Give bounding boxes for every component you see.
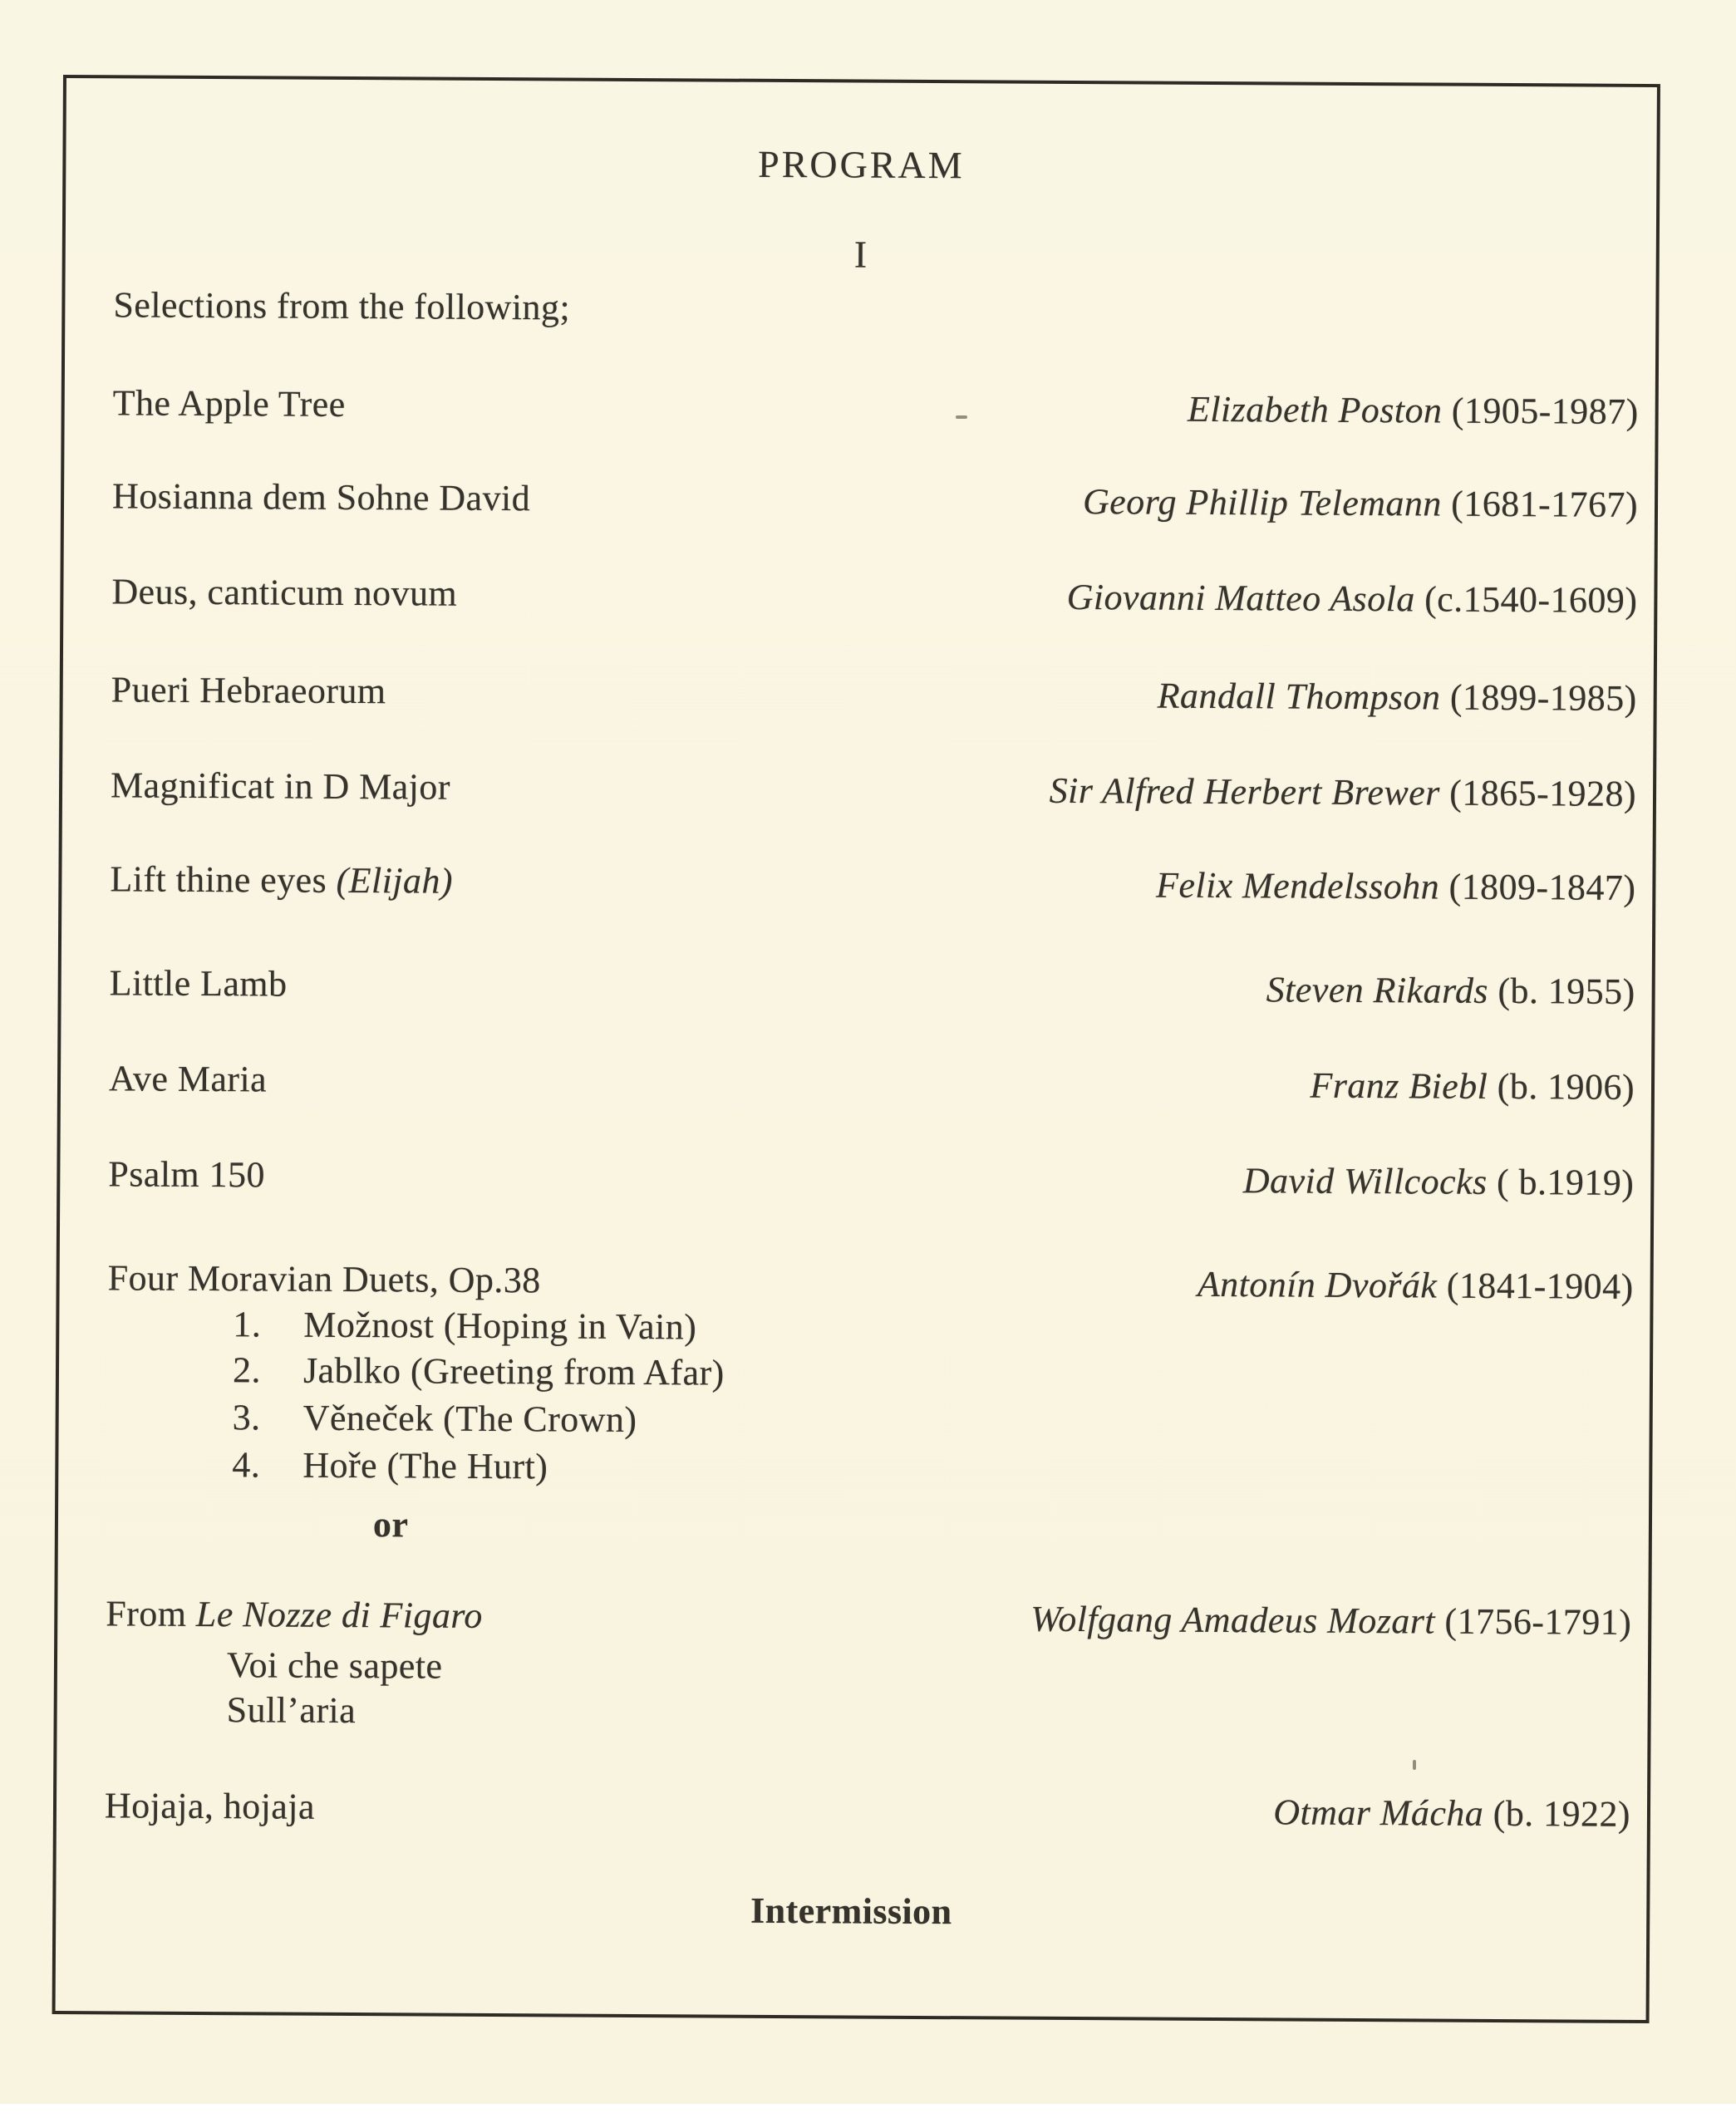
movement-number: 3. — [232, 1397, 261, 1438]
composer-dates: ( b.1919) — [1496, 1161, 1635, 1203]
composer-name: Franz Biebl — [1310, 1064, 1488, 1107]
scan-artifact — [1413, 1760, 1416, 1770]
composer-dates: (1681-1767) — [1451, 483, 1639, 525]
work-title: Four Moravian Duets, Op.38 — [107, 1257, 541, 1301]
composer-dates: (1841-1904) — [1446, 1265, 1634, 1307]
work-title: Psalm 150 — [108, 1153, 266, 1196]
movement-item — [58, 1442, 1649, 1494]
composer-name: Wolfgang Amadeus Mozart — [1030, 1598, 1436, 1642]
movement-title: Možnost (Hoping in Vain) — [303, 1304, 697, 1348]
composer-dates: (c.1540-1609) — [1424, 578, 1638, 621]
work-title — [106, 1592, 483, 1637]
movement-item — [59, 1302, 1650, 1354]
composer-name: Steven Rikards — [1266, 969, 1489, 1011]
composer — [1067, 576, 1638, 622]
composer — [1266, 968, 1635, 1013]
or-separator: or — [372, 1504, 409, 1546]
composer — [1197, 1263, 1634, 1308]
program-entry — [63, 570, 1654, 622]
program-page-border — [52, 75, 1660, 2023]
composer-name: David Willcocks — [1242, 1160, 1488, 1202]
program-entry — [65, 381, 1655, 433]
movement-item — [59, 1395, 1650, 1447]
work-title-italic: (Elijah) — [336, 859, 454, 902]
program-entry — [61, 1057, 1651, 1108]
work-title: Ave Maria — [108, 1058, 268, 1100]
work-title-italic: Le Nozze di Figaro — [195, 1593, 483, 1636]
movement-title: Hoře (The Hurt) — [302, 1444, 548, 1487]
movement-title: Věneček (The Crown) — [302, 1397, 637, 1441]
composer-name: Georg Phillip Telemann — [1082, 481, 1442, 524]
intermission-label: Intermission — [750, 1890, 952, 1933]
movement-item — [59, 1348, 1650, 1399]
work-title-text: From — [106, 1593, 197, 1634]
work-title: Pueri Hebraeorum — [111, 669, 386, 712]
composer-dates: (1865-1928) — [1449, 772, 1637, 814]
movement-title: Jablko (Greeting from Afar) — [302, 1349, 725, 1393]
program-entry — [60, 1256, 1650, 1308]
composer-dates: (1905-1987) — [1451, 390, 1639, 432]
composer — [1273, 1791, 1630, 1835]
composer — [1156, 864, 1636, 909]
composer-dates: (b. 1955) — [1497, 970, 1635, 1012]
section-numeral: I — [853, 233, 868, 276]
composer-name: Otmar Mácha — [1273, 1791, 1484, 1834]
work-title-text: Lift thine eyes — [110, 858, 337, 901]
composer-dates: (b. 1922) — [1493, 1792, 1631, 1835]
program-entry — [57, 1784, 1647, 1836]
composer-name: Antonín Dvořák — [1197, 1263, 1438, 1306]
composer — [1243, 1159, 1635, 1204]
composer-dates: (1899-1985) — [1449, 676, 1637, 719]
program-entry — [63, 668, 1654, 720]
program-entry — [60, 1152, 1650, 1204]
composer — [1030, 1598, 1631, 1644]
composer-name: Felix Mendelssohn — [1155, 864, 1440, 907]
composer-name: Giovanni Matteo Asola — [1066, 576, 1415, 620]
composer — [1158, 675, 1637, 720]
composer-name: Randall Thompson — [1157, 675, 1441, 718]
work-title: Magnificat in D Major — [110, 764, 451, 808]
composer — [1083, 480, 1638, 526]
composer — [1188, 388, 1639, 433]
aria-item: Voi che sapete — [226, 1644, 443, 1687]
work-title: Hojaja, hojaja — [104, 1785, 316, 1827]
program-entry — [57, 1592, 1648, 1644]
aria-item: Sull’aria — [226, 1689, 357, 1732]
intro-text: Selections from the following; — [113, 284, 571, 328]
composer-dates: (1809-1847) — [1448, 866, 1636, 908]
scan-artifact — [956, 415, 967, 419]
work-title: Hosianna dem Sohne David — [111, 475, 531, 519]
program-entry — [64, 474, 1655, 526]
program-entry — [62, 764, 1653, 815]
program-entry — [61, 961, 1652, 1013]
composer-dates: (1756-1791) — [1444, 1600, 1632, 1643]
page-title: PROGRAM — [757, 142, 965, 187]
work-title — [110, 858, 453, 902]
work-title: Deus, canticum novum — [111, 571, 458, 614]
composer-name: Sir Alfred Herbert Brewer — [1049, 769, 1440, 813]
program-entry — [61, 858, 1652, 909]
composer — [1310, 1064, 1635, 1108]
composer-name: Elizabeth Poston — [1187, 388, 1443, 431]
movement-number: 4. — [232, 1444, 261, 1486]
composer-dates: (b. 1906) — [1497, 1065, 1635, 1108]
movement-number: 2. — [232, 1349, 262, 1391]
work-title: The Apple Tree — [112, 382, 346, 425]
movement-number: 1. — [233, 1304, 262, 1345]
composer — [1050, 769, 1637, 815]
work-title: Little Lamb — [109, 962, 288, 1005]
